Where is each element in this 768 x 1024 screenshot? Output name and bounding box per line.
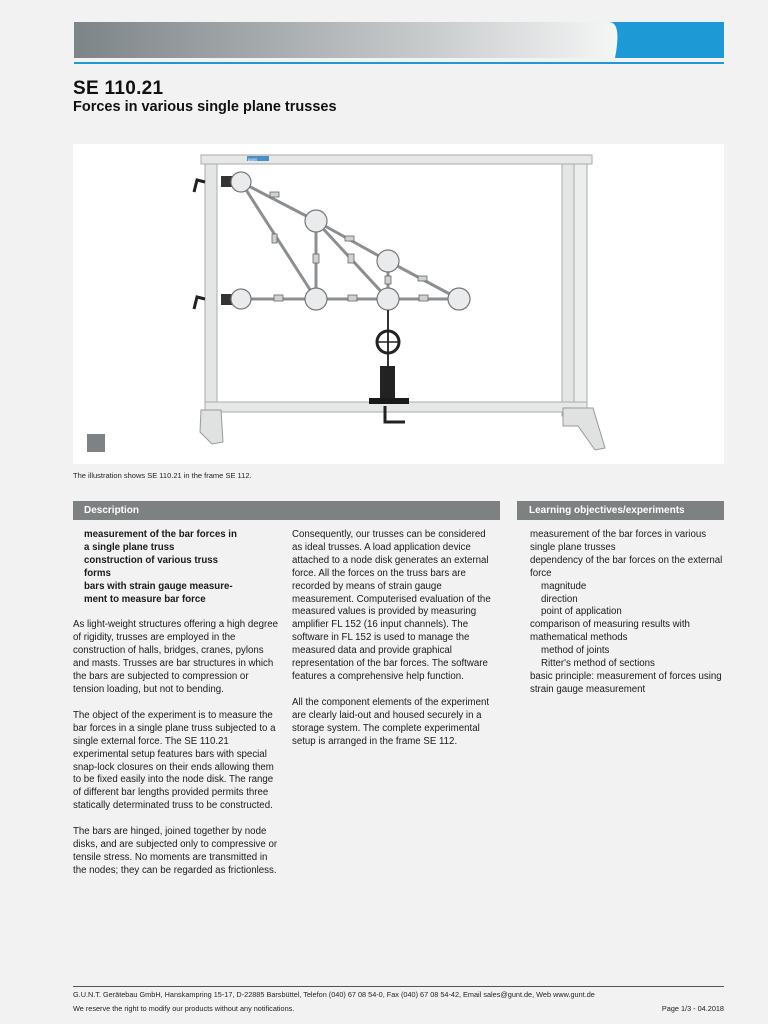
frame-right-foot (563, 408, 605, 450)
key-features-list (84, 529, 278, 606)
frame-left-foot (200, 410, 223, 444)
description-column-2 (292, 529, 497, 762)
key-feature-line: bars with strain gauge measure- (84, 580, 233, 592)
frame-right-post (574, 164, 587, 416)
description-header: Description (73, 501, 500, 520)
frame-right-post-inner (562, 164, 574, 416)
key-feature-line: a single plane truss (84, 541, 175, 553)
truss-apparatus-drawing (73, 144, 724, 464)
description-paragraph: The bars are hinged, joined together by node disks, and are subjected only to compressive or tensile stress. No moments are transmitted in the nodes; they can be regarded as frictionless. (73, 826, 278, 876)
load-base (369, 398, 409, 404)
footer-disclaimer: We reserve the right to modify our products without any notifications. (73, 1004, 295, 1013)
learning-objectives-header: Learning objectives/experiments (517, 501, 724, 520)
thumbnail-box (87, 434, 105, 452)
key-feature-line: ment to measure bar force (84, 593, 206, 605)
description-paragraph: All the component elements of the experiment are clearly laid-out and housed securely in a storage system. The complete experimental setup is arranged in the frame SE 112. (292, 696, 490, 747)
key-feature-line: construction of various truss (84, 554, 219, 566)
product-illustration (73, 144, 724, 464)
objective-subitem: magnitude (541, 580, 587, 592)
objective-item: basic principle: measurement of forces using strain gauge measurement (530, 670, 722, 695)
product-code: SE 110.21 (73, 78, 164, 99)
clamp-handle-lower (194, 297, 205, 309)
objective-item: comparison of measuring results with mathematical methods (530, 619, 690, 644)
figure-caption: The illustration shows SE 110.21 in the frame SE 112. (73, 471, 252, 480)
objective-subitem: method of joints (541, 645, 610, 657)
key-feature-line: measurement of the bar forces in (84, 529, 237, 540)
objective-subitem: point of application (541, 606, 622, 618)
frame-left-post (205, 164, 217, 416)
objective-item: measurement of the bar forces in various single plane trusses (530, 529, 707, 553)
description-column-1 (73, 529, 278, 891)
product-title: Forces in various single plane trusses (73, 99, 337, 115)
objective-subitem: direction (541, 593, 578, 605)
learning-objectives-list (530, 529, 730, 697)
description-paragraph: As light-weight structures offering a high degree of rigidity, trusses are employed in the construction of halls, bridges, cranes, pylons and masts. Trusses are bar structures in which the bars are subjected to compression or tension loading, but not to bending. (73, 619, 278, 695)
frame-logo-text: gunt (248, 157, 257, 162)
objective-subitem: Ritter's method of sections (541, 658, 655, 670)
header-accent-line (74, 62, 724, 64)
footer-page-info: Page 1/3 - 04.2018 (661, 1004, 724, 1013)
objective-item: dependency of the bar forces on the external force (530, 554, 723, 579)
footer-divider (73, 986, 724, 987)
description-paragraph: The object of the experiment is to measure the bar forces in a single plane truss subjected to a single external force. The SE 110.21 experimental setup features bars with special snap-lock closures on their ends allowing them to be fixed easily into the node disk. The range of different bar lengths provided permits three statically determinated truss to be constructed. (73, 709, 276, 812)
description-paragraph: Consequently, our trusses can be considered as ideal trusses. A load application device attached to a node disk generates an external force. All the forces on the truss bars are recorded by means of strain gauge measurement. Computerised evaluation of the measured values is provided by measuring amplifier FL 152 (16 input channels). The software in FL 152 is used to manage the measured data and provide graphical representation of the bar forces. The software features a comprehensive help function. (292, 529, 491, 682)
header-accent-shape (609, 22, 724, 58)
header-banner (74, 22, 724, 58)
load-cylinder (380, 366, 395, 400)
footer-address: G.U.N.T. Gerätebau GmbH, Hanskampring 15-17, D-22885 Barsbüttel, Telefon (040) 67 08 54-0, Fax (040) 67 08 54-42, Email sales@gunt.de, Web www.gunt.de (73, 990, 595, 999)
key-feature-line: forms (84, 567, 111, 579)
clamp-handle-upper (194, 180, 205, 192)
